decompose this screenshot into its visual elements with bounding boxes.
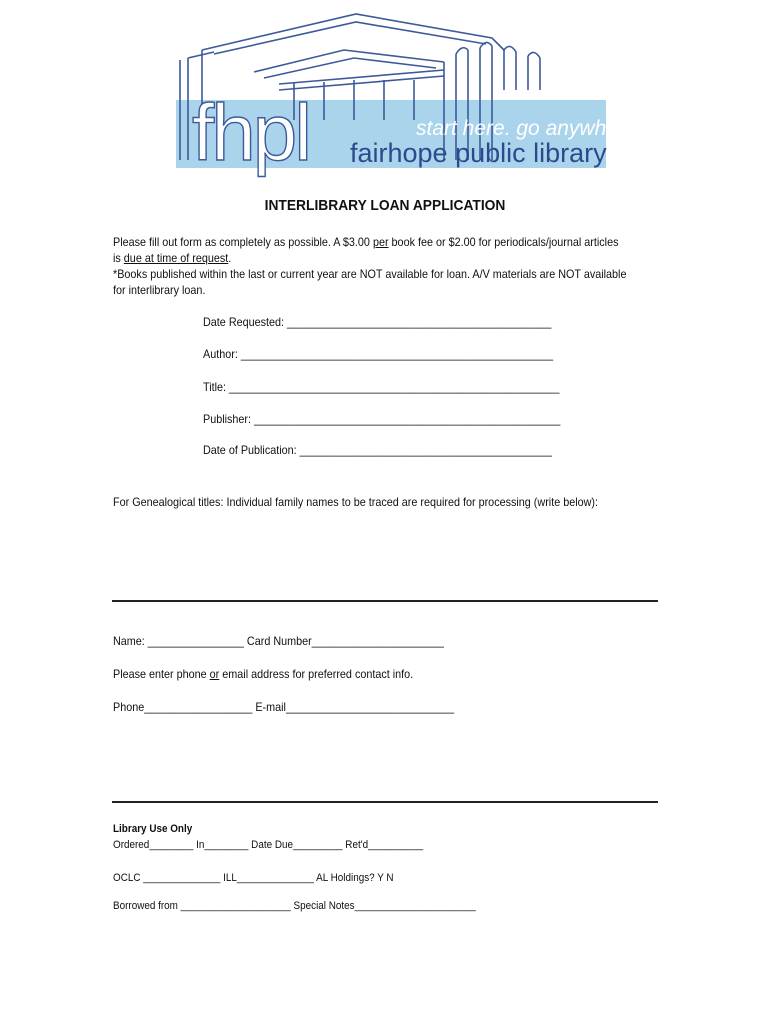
- genealogy-instructions: For Genealogical titles: Individual family names to be traced are required for processing (write below):: [113, 495, 599, 509]
- library-logo: [174, 10, 643, 177]
- logo-mark: fhpl: [192, 88, 309, 177]
- name-card-field[interactable]: Name: ________________ Card Number______________________: [113, 634, 444, 648]
- date-requested-field[interactable]: Date Requested: ____________________________________________: [203, 315, 552, 329]
- library-use-borrowed-line[interactable]: Borrowed from ____________________ Special Notes______________________: [113, 900, 476, 912]
- due-prefix: is: [113, 251, 124, 265]
- instructions-line-2: [113, 250, 617, 266]
- logo-name: fairhope public library: [350, 138, 607, 168]
- contact-instructions: [113, 667, 413, 681]
- instructions-line-3: *Books published within the last or current year are NOT available for loan. A/V materials are NOT available: [113, 267, 627, 281]
- page-title: INTERLIBRARY LOAN APPLICATION: [264, 197, 506, 214]
- library-use-oclc-line[interactable]: OCLC ______________ ILL______________ AL Holdings? Y N: [113, 872, 394, 884]
- author-field[interactable]: Author: ____________________________________________________: [203, 347, 554, 361]
- contact-text-a: Please enter phone: [113, 667, 210, 681]
- library-use-order-line[interactable]: Ordered________ In________ Date Due_________ Ret'd__________: [113, 839, 424, 851]
- instructions: [113, 234, 627, 298]
- instructions-line-4: for interlibrary loan.: [113, 283, 206, 297]
- due-underlined: due at time of request: [123, 251, 229, 265]
- date-of-publication-field[interactable]: Date of Publication: __________________________________________: [203, 443, 552, 457]
- fee-text-rest: book fee or $2.00 for periodicals/journal articles: [388, 235, 619, 249]
- logo-tagline: start here. go anywhere.: [416, 117, 643, 140]
- phone-email-field[interactable]: Phone__________________ E-mail____________________________: [113, 700, 455, 714]
- library-building-logo: [174, 10, 643, 177]
- or-underlined: or: [209, 667, 220, 681]
- section-divider-1: [112, 600, 658, 602]
- title-field[interactable]: Title: _______________________________________________________: [203, 380, 560, 394]
- section-divider-2: [112, 801, 658, 803]
- instructions-line-1: [113, 234, 617, 250]
- due-suffix: .: [228, 251, 232, 265]
- publisher-field[interactable]: Publisher: ___________________________________________________: [203, 412, 561, 426]
- fee-text: Please fill out form as completely as possible. A $3.00: [113, 235, 373, 249]
- contact-text-b: email address for preferred contact info.: [219, 667, 414, 681]
- library-use-heading: Library Use Only: [113, 823, 193, 835]
- per-underlined: per: [372, 235, 389, 249]
